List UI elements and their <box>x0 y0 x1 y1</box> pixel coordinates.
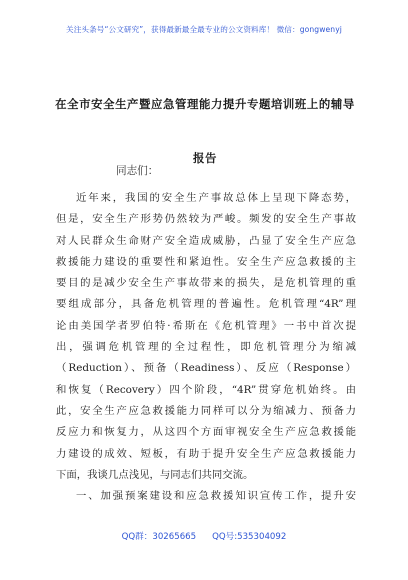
body-line: 下面，我谈几点浅见，与同志们共同交流。 <box>56 468 254 481</box>
document-title-line-2: 报告 <box>193 151 217 165</box>
document-title-line-1: 在全市安全生产暨应急管理能力提升专题培训班上的辅导 <box>55 97 355 111</box>
body-line: 论由美国学者罗伯特·希斯在《危机管理》一书中首次提 <box>56 319 356 332</box>
body-line: 和恢复（Recovery）四个阶段，“4R”贯穿危机始终。由 <box>56 383 356 396</box>
footer-qq-group: QQ群：30265665 <box>121 532 197 542</box>
body-line: 对人民群众生命财产安全造成威胁，凸显了安全生产应急 <box>56 234 356 247</box>
body-line: 出，强调危机管理的全过程性，即危机管理分为缩减 <box>56 341 356 354</box>
salutation: 同志们： <box>116 165 159 177</box>
body-text <box>56 188 356 507</box>
body-line: 要目的是减少安全生产事故带来的损失，是危机管理的重 <box>56 277 356 290</box>
body-line: 此，安全生产应急救援能力同样可以分为缩减力、预备力 <box>56 404 356 417</box>
footer-qq-number: QQ号:535304092 <box>212 532 287 542</box>
body-line: 救援能力建设的重要性和紧迫性。安全生产应急救援的主 <box>56 255 356 268</box>
body-line: 一、加强预案建设和应急救援知识宣传工作，提升安 <box>76 490 356 503</box>
body-line: 要组成部分，具备危机管理的普遍性。危机管理“4R”理 <box>56 298 356 311</box>
body-line: （Reduction）、预备（Readiness）、反应（Response） <box>56 362 356 375</box>
footer-contact <box>0 530 408 542</box>
body-line: 近年来，我国的安全生产事故总体上呈现下降态势， <box>76 192 356 204</box>
header-promo-note: 关注头条号“公文研究”，获得最新最全最专业的公文资料库！ 微信：gongwenyj <box>66 25 342 34</box>
body-line: 反应力和恢复力，从这四个方面审视安全生产应急救援能 <box>56 426 356 439</box>
body-line: 但是，安全生产形势仍然较为严峻。频发的安全生产事故 <box>56 213 356 226</box>
body-line: 力建设的成效、短板，有助于提升安全生产应急救援能力 <box>56 447 356 460</box>
